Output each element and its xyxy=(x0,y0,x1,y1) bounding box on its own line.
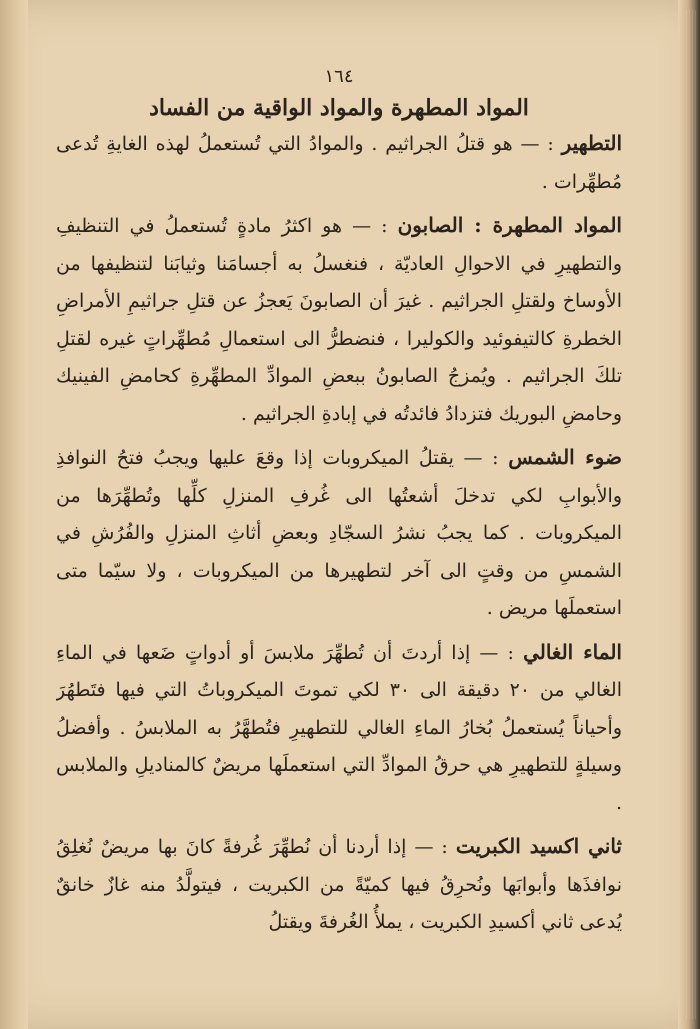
paragraph-sunlight xyxy=(56,439,622,628)
page-edge xyxy=(678,0,700,1029)
paragraph-tathir xyxy=(56,125,622,201)
paragraph-term: التطهير xyxy=(561,131,622,155)
paragraph-sulfur-dioxide xyxy=(56,828,622,942)
page-gutter xyxy=(0,0,28,1029)
paragraph-term: ضوء الشمس xyxy=(508,445,622,469)
paragraph-text: : — إذا أردتَ أن تُطهِّرَ ملابسَ أو أدواتٍ ضَعها في الماءِ الغالي من ٢٠ دقيقة الى ٣٠ لكي تموتَ الميكروباتُ التي فيها فتَطهُرَ وأحياناً يُستعملُ بُخارُ الماءِ الغالي للتطهيرِ فتُطهَّرُ به الملابسُ . وأفضلُ وسيلةٍ للتطهيرِ هي حرقُ الموادِّ التي استعملَها مريضٌ كالمناديلِ والملابس . xyxy=(56,641,622,814)
paragraph-text: : — هو اكثرُ مادةٍ تُستعملُ في التنظيفِ والتطهيرِ في الاحوالِ العاديّة ، فنغسلُ به أجسامَنا وثيابَنا لتنظيفها من الأوساخ ولقتلِ الجراثيم . غيرَ أن الصابونَ يَعجزُ عن قتلِ جراثيمِ الأمراضِ الخطرةِ كالتيفوئيد والكوليرا ، فنضطرُّ الى استعمالِ مُطهِّراتٍ غيره لقتلِ تلكَ الجراثيم . ويُمزجُ الصابونُ ببعضِ الموادِّ المطهِّرةِ كحامضِ الفينيك وحامضِ البوريك فتزدادُ فائدتُه في إبادةِ الجراثيم . xyxy=(56,215,622,425)
paragraph-boiling-water xyxy=(56,634,622,823)
paragraph-soap xyxy=(56,207,622,433)
page-number: ١٦٤ xyxy=(324,66,354,87)
page-title: المواد المطهرة والمواد الواقية من الفساد xyxy=(149,95,529,121)
paragraph-term: الماء الغالي xyxy=(523,639,622,664)
paragraph-text: : — يقتلُ الميكروبات إذا وقعَ عليها ويجبُ فتحُ النوافذِ والأبوابِ لكي تدخلَ أشعتُها الى غُرفِ المنزلِ كلِّها وتُطهِّرَها من الميكروبات . كما يجبُ نشرُ السجّادِ وبعضِ أثاثِ المنزلِ والفُرُشِ في الشمسِ من وقتٍ الى آخر لتطهيرها من الميكروبات ، ولا سيّما متى استعملَها مريض . xyxy=(56,447,622,619)
page-content xyxy=(56,66,622,1016)
page-edge-lines xyxy=(686,10,698,1019)
paragraph-text: : — إذا أردنا أن نُطهِّرَ غُرفةً كانَ بها مريضٌ نُغلِقُ نوافذَها وأبوابَها ونُحرِقُ فيها كميّةً من الكبريت ، فيتولَّدُ منه غازٌ خانقٌ يُدعى ثاني أكسيدِ الكبريت ، يملأُ الغُرفةَ ويقتلُ xyxy=(56,836,622,933)
paragraph-term: ثاني اكسيد الكبريت xyxy=(455,834,622,858)
paragraph-text: : — هو قتلُ الجراثيم . والموادُ التي تُستعملُ لهذه الغايةِ تُدعى مُطهِّرات . xyxy=(56,133,622,193)
paragraph-term: المواد المطهرة : الصابون xyxy=(397,213,622,237)
